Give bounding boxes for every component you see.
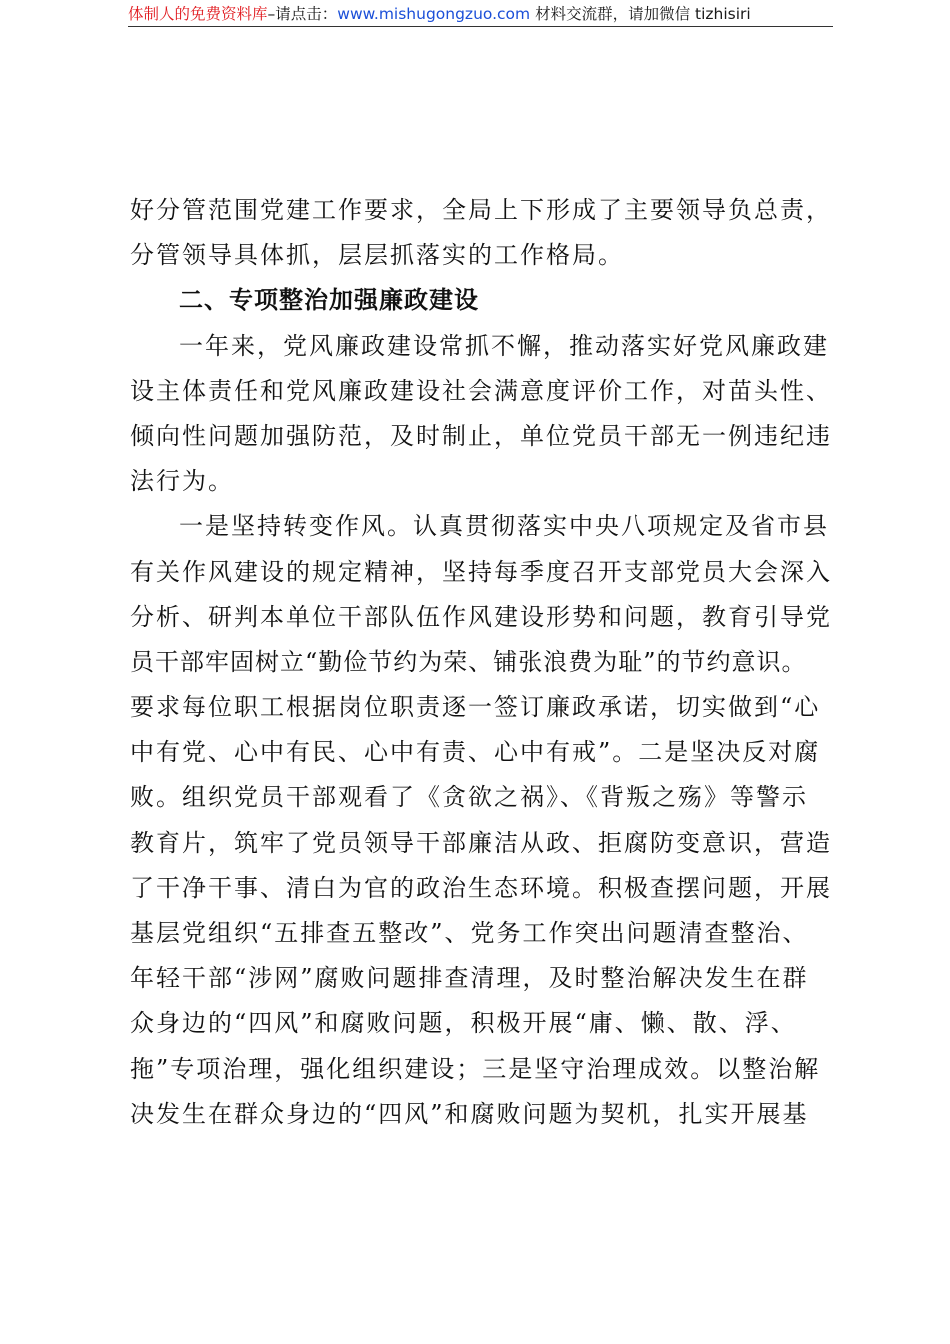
paragraph-line: 法行为。 bbox=[130, 467, 234, 496]
paragraph-line: 要求每位职工根据岗位职责逐一签订廉政承诺，切实做到“心 bbox=[130, 693, 821, 722]
paragraph-line: 分析、研判本单位干部队伍作风建设形势和问题，教育引导党 bbox=[130, 602, 832, 631]
section-heading: 二、专项整治加强廉政建设 bbox=[179, 286, 479, 315]
header-brand: 体制人的免费资料库 bbox=[128, 5, 268, 23]
paragraph-line: 决发生在群众身边的“四风”和腐败问题为契机，扎实开展基 bbox=[130, 1099, 809, 1128]
header-url-link[interactable]: www.mishugongzuo.com bbox=[337, 5, 531, 23]
paragraph-line: 一是坚持转变作风。认真贯彻落实中央八项规定及省市县 bbox=[179, 512, 829, 541]
header-prompt: –请点击： bbox=[267, 5, 338, 23]
document-body bbox=[130, 188, 835, 1137]
paragraph-line: 教育片，筑牢了党员领导干部廉洁从政、拒腐防变意识，营造 bbox=[130, 828, 832, 857]
paragraph-line: 好分管范围党建工作要求，全局上下形成了主要领导负总责， bbox=[130, 196, 832, 224]
paragraph-line: 中有党、心中有民、心中有责、心中有戒”。二是坚决反对腐 bbox=[130, 738, 821, 767]
paragraph-line: 年轻干部“涉网”腐败问题排查清理，及时整治解决发生在群 bbox=[130, 964, 809, 993]
header-contact: 材料交流群，请加微信 tizhisiri bbox=[530, 5, 751, 23]
paragraph-line: 员干部牢固树立“勤俭节约为荣、铺张浪费为耻”的节约意识。 bbox=[130, 647, 807, 676]
paragraph-line: 众身边的“四风”和腐败问题，积极开展“庸、懒、散、浮、 bbox=[130, 1009, 797, 1038]
paragraph-line: 有关作风建设的规定精神，坚持每季度召开支部党员大会深入 bbox=[130, 557, 832, 586]
paragraph-line: 设主体责任和党风廉政建设社会满意度评价工作，对苗头性、 bbox=[130, 376, 832, 405]
paragraph-line: 拖”专项治理，强化组织建设；三是坚守治理成效。以整治解 bbox=[130, 1054, 821, 1083]
paragraph-line: 一年来，党风廉政建设常抓不懈，推动落实好党风廉政建 bbox=[179, 331, 829, 360]
paragraph-line: 倾向性问题加强防范，及时制止，单位党员干部无一例违纪违 bbox=[130, 421, 832, 450]
paragraph-line: 分管领导具体抓，层层抓落实的工作格局。 bbox=[130, 241, 624, 270]
paragraph-line: 了干净干事、清白为官的政治生态环境。积极查摆问题，开展 bbox=[130, 873, 832, 902]
page-header bbox=[128, 2, 833, 28]
paragraph-line: 败。组织党员干部观看了《贪欲之祸》、《背叛之殇》等警示 bbox=[130, 783, 808, 812]
header-divider bbox=[128, 26, 833, 27]
paragraph-line: 基层党组织“五排查五整改”、党务工作突出问题清查整治、 bbox=[130, 919, 809, 947]
